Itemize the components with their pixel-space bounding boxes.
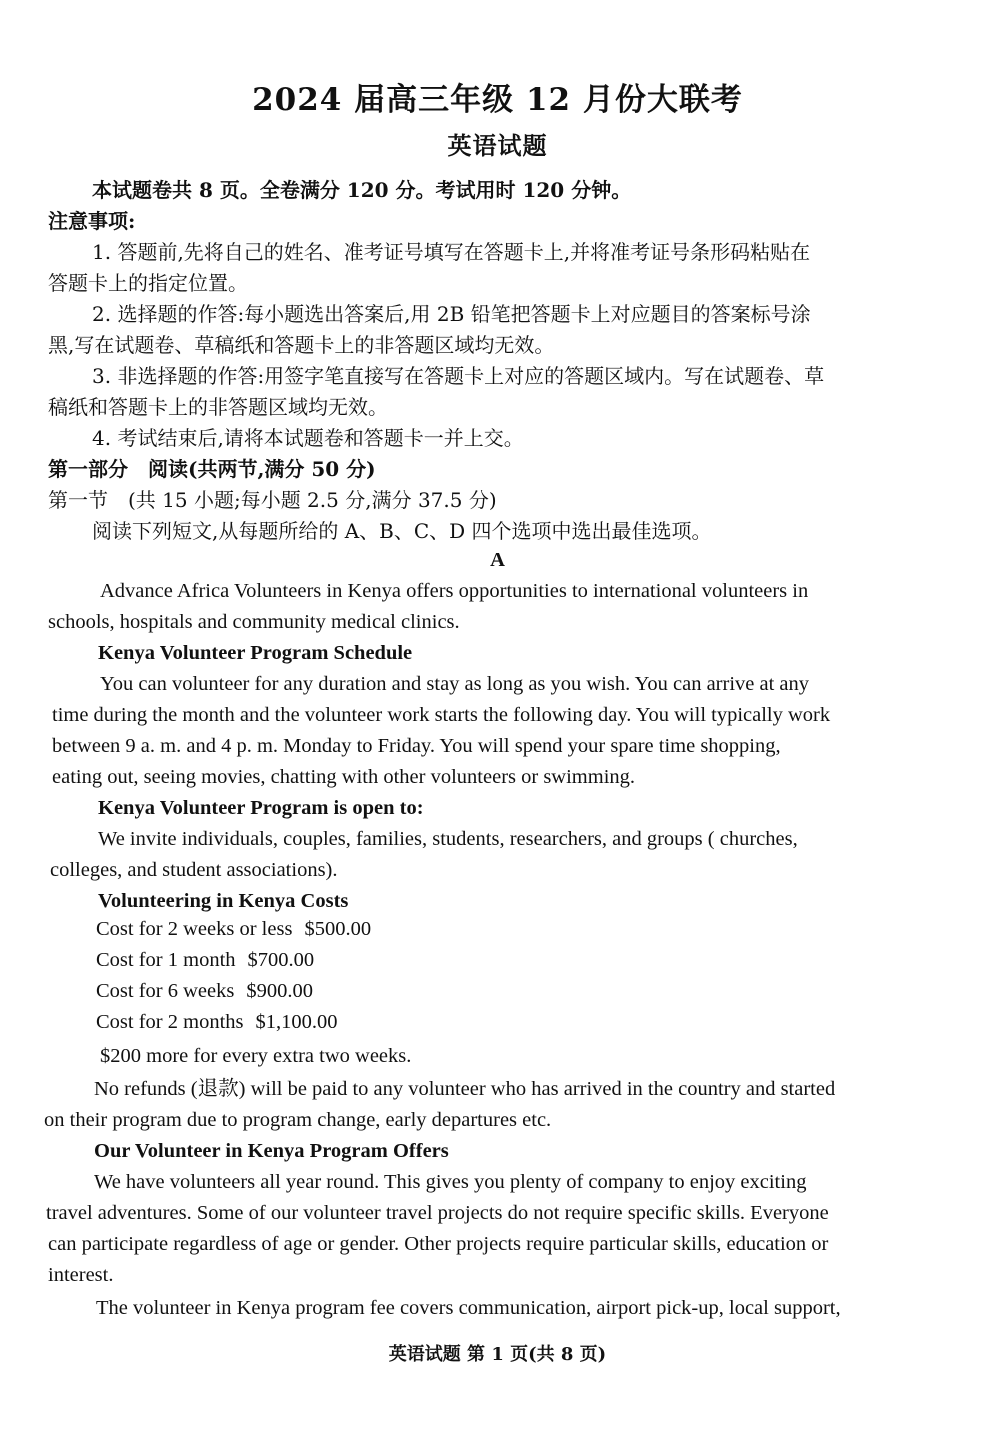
note-2-line-2: 黑,写在试题卷、草稿纸和答题卡上的非答题区域均无效。 — [48, 333, 555, 357]
cost-amount: $700.00 — [247, 949, 315, 971]
note-1-line-1: 1. 答题前,先将自己的姓名、准考证号填写在答题卡上,并将准考证号条形码粘贴在 — [92, 240, 811, 264]
open-line-2: colleges, and student associations). — [50, 859, 338, 881]
section-heading: 第一节 (共 15 小题;每小题 2.5 分,满分 37.5 分) — [48, 488, 497, 512]
passage-intro-line-1: Advance Africa Volunteers in Kenya offers opportunities to international volunteers in — [100, 580, 809, 602]
cost-label: Cost for 2 weeks or less — [96, 918, 293, 940]
offers-heading: Our Volunteer in Kenya Program Offers — [94, 1140, 449, 1162]
exam-subtitle: 英语试题 — [447, 131, 548, 160]
refund-line-2: on their program due to program change, early departures etc. — [44, 1109, 552, 1131]
fee-line: The volunteer in Kenya program fee covers communication, airport pick-up, local support, — [96, 1297, 841, 1319]
exam-summary: 本试题卷共 8 页。全卷满分 120 分。考试用时 120 分钟。 — [92, 178, 632, 202]
passage-intro-line-2: schools, hospitals and community medical clinics. — [48, 611, 460, 633]
cost-amount: $1,100.00 — [255, 1011, 338, 1033]
open-line-1: We invite individuals, couples, families, students, researchers, and groups ( churches, — [98, 828, 798, 850]
note-1-line-2: 答题卡上的指定位置。 — [48, 271, 248, 295]
extra-cost: $200 more for every extra two weeks. — [100, 1045, 412, 1067]
section-instruction: 阅读下列短文,从每题所给的 A、B、C、D 四个选项中选出最佳选项。 — [92, 519, 712, 543]
cost-row — [96, 918, 371, 941]
note-3-line-1: 3. 非选择题的作答:用签字笔直接写在答题卡上对应的答题区域内。写在试题卷、草 — [92, 364, 825, 388]
page-footer: 英语试题 第 1 页(共 8 页) — [388, 1344, 607, 1365]
open-heading: Kenya Volunteer Program is open to: — [98, 797, 424, 819]
cost-amount: $500.00 — [304, 918, 372, 940]
part-heading: 第一部分 阅读(共两节,满分 50 分) — [48, 457, 376, 481]
offers-line-4: interest. — [48, 1264, 114, 1286]
cost-row — [96, 949, 314, 972]
offers-line-2: travel adventures. Some of our volunteer travel projects do not require specific skills. Everyone — [46, 1202, 829, 1224]
cost-label: Cost for 6 weeks — [96, 980, 235, 1002]
costs-heading: Volunteering in Kenya Costs — [98, 890, 349, 912]
exam-title: 2024 届高三年级 12 月份大联考 — [252, 82, 743, 118]
offers-line-3: can participate regardless of age or gender. Other projects require particular skills, education or — [48, 1233, 829, 1255]
schedule-line-3: between 9 a. m. and 4 p. m. Monday to Friday. You will spend your spare time shopping, — [52, 735, 781, 757]
schedule-line-2: time during the month and the volunteer work starts the following day. You will typically work — [52, 704, 831, 726]
cost-row — [96, 1011, 338, 1034]
refund-line-1: No refunds (退款) will be paid to any volunteer who has arrived in the country and started — [94, 1078, 836, 1100]
note-4: 4. 考试结束后,请将本试题卷和答题卡一并上交。 — [92, 426, 524, 450]
cost-label: Cost for 2 months — [96, 1011, 244, 1033]
schedule-line-1: You can volunteer for any duration and stay as long as you wish. You can arrive at any — [100, 673, 810, 695]
schedule-line-4: eating out, seeing movies, chatting with other volunteers or swimming. — [52, 766, 636, 788]
cost-amount: $900.00 — [246, 980, 313, 1002]
note-3-line-2: 稿纸和答题卡上的非答题区域均无效。 — [48, 395, 388, 419]
passage-label: A — [490, 549, 505, 571]
offers-line-1: We have volunteers all year round. This gives you plenty of company to enjoy exciting — [94, 1171, 807, 1193]
notice-heading: 注意事项: — [48, 209, 136, 233]
cost-row — [96, 980, 313, 1003]
note-2-line-1: 2. 选择题的作答:每小题选出答案后,用 2B 铅笔把答题卡上对应题目的答案标号涂 — [92, 302, 811, 326]
schedule-heading: Kenya Volunteer Program Schedule — [98, 642, 413, 664]
cost-label: Cost for 1 month — [96, 949, 236, 971]
